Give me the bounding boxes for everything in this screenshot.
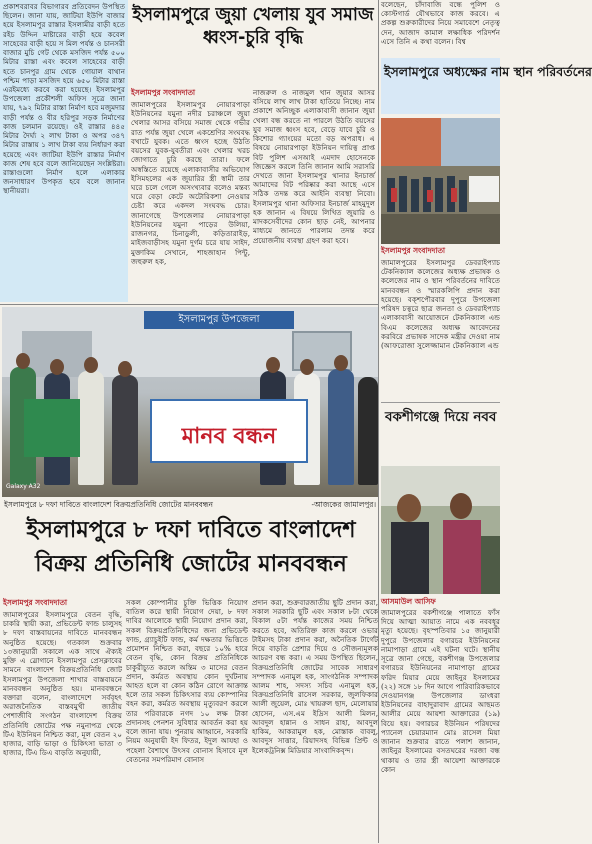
story3-body: জামালপুরের ইসলামপুর ডেবরাইপ্যাচ টেকনিক্যাল কলেজের অধ্যক্ষ প্রভাষক ও কলেজের নাম ও স্থান পরিবর্তনের দাবিতে মানববন্ধন ও স্মারকলিপি প্রদান করা হয়েছে। বক্শপৌরবার দুপুরে উপজেলা পরিষদ চত্বরে ছাত্র জনতা ও ডেবরাইপ্যাচ এলাকাবাসী আয়োজনে টেকনিক্যাল এন্ড বিএম কলেজের অধ্যক্ষ আবেদনের করবিরে প্রভাষক সাদেক মন্ত্রীর দেওয়া নাম (আফরোজা সুলেজ্জামান টেকনিক্যাল এন্ড xyxy=(381,258,500,350)
person-head xyxy=(16,353,30,369)
column-divider xyxy=(378,0,379,843)
photo-caption-text: ইসলামপুরে ৮ দফা দাবিতে বাংলাদেশ বিক্রয়প্রতিনিধি জোটের মানববন্ধন xyxy=(4,500,213,509)
person-head xyxy=(118,361,132,377)
story2-body-3: প্রদান করা, শুক্রবারজাতীয় ছুটি প্রদান করা, সকাল সরকারি ছুটি এবং সকাল ৮টা থেকে বিকাল ৫টা পর্যন্ত কাজের সময় নিশ্চিত করতে হবে, অতিরিক্ত কাজ করলে ওভার টাইমসহ টাকা প্রদান করা, অনৈতিক টার্গেট দিয়ে বাড়তি প্রেশার দিয়ে ও সৌজন্যমূলক আচরণ বন্ধ করা। এ সময় উপস্থিত ছিলেন, বিক্রয়প্রতিনিধি জোটের সাবেক সাধারণ সম্পাদক এনামুল হক, সাংগঠনিক সম্পাদক আলম শাহ, সদস্য সচিব এনামুল হক, বিক্রয়প্রতিনিধি রাসেল সরকার, জুলফিকার আলী জুয়েল, মোঃ খায়রুল ছাদ, মেলোয়ার হোসেন, এস.এম ইদ্রিস আলী মিলন, আবদুল হান্নান ও সাধন রাহা, আবদুল হাকিম, আকরামুল হক, মোস্তাক বাবলু, আবদুস সাত্তার, রিয়াদসহ বিভিন্ন প্রিন্ট ও ইলেকট্রনিক্স মিডিয়ার সাংবাদিকবৃন্দ। xyxy=(252,598,378,755)
person-head xyxy=(84,357,98,373)
story4-photo xyxy=(381,466,500,594)
top-left-text: প্রকাশবরাবর বিভাগারব প্রতিবেদন উপস্থিত ছিলেন। জানা যায়, জাটিয়া ইউপি বাজার হয়ে ইসলামপুর রাস্তার ইসলামীর বাড়ী হতে রইচ উদ্দিন মাষ্টারের বাড়ী হয়ে কবেল সাহেবের বাড়ী হয়ে স মিল পর্যন্ত ও চানসরী বাজার মুচি গেট থেকে মসজিদ পর্যন্ত ৫০০ মিটার রাস্তা এবং কবেল সাহেবের বাড়ী হতে চানপুর গ্রাম থেকে গোয়াল বাথান পশ্চিম পাড়া মসজিদ হয়ে ৬৫০ মিটার রাস্তা এরইমধ্যে করবে করা হয়েছে। ইসলামপুর উপজেলা প্রকৌশলী অফিস সূত্রে জানা যায়, ৭৯২ মিটার রাস্তা নির্মাণ হবে মজুমদার বাড়ী পর্যন্ত ও বীর হরিপুর সড়ক নির্মাণের কাজ চলমান রয়েছে। ওই রাস্তার ৪৪৫ মিটার দৈর্ঘ্য ২ লাখ টাকা ও অপর ৩৪৭ মিটার রাস্তায় ১ লাখ টাকা ব্যয় নির্ধারণ করা হয়েছে এবং জাটিয়া ইউপি রাস্তার নির্মাণ কাজ শেষ হবে বলে জানিয়েছেন সংশ্লিষ্টরা। রাস্তাগুলো নির্মাণ হলে এলাকার জনসাধারণ উপকৃত হবে বলে জানান স্থানীয়রা। xyxy=(3,2,125,196)
person xyxy=(112,375,138,485)
story3-headline: ইসলামপুরে অধ্যক্ষের নাম স্থান পরিবর্তনের xyxy=(381,58,500,114)
story4-byline: আসমাউল আসিফ xyxy=(381,597,436,606)
story1-headline: ইসলামপুরে জুয়া খেলায় যুব সমাজ ধ্বংস-চুরি বৃদ্ধি xyxy=(132,5,374,49)
person-head xyxy=(334,355,348,371)
story1-dateline: ইসলামপুর সংবাদদাতা xyxy=(131,88,196,97)
section-divider xyxy=(0,304,378,305)
person xyxy=(328,369,354,485)
main-photo xyxy=(2,307,378,497)
story1-body-1: জামালপুরের ইসলামপুর নোয়ারপাড়া ইউনিয়নের যমুনা নদীর চরাঞ্চলে জুয়া খেলার আসর বসিয়ে সমাজ থেকে গভীর রাত পর্যন্ত জুয়া খেলে একশ্রেণির সংঘবদ্ধ বখাটে যুবক। এতে ধ্বংস হচ্ছে উঠতি বয়সের যুবক-যুবতীরা এবং খেলার খরচ জোগাতে চুরি করছে তারা। ফলে অস্বস্তিতে রয়েছে এলাকাবাসীর অভিযোগ ইসিমহলের এক জুয়ারির স্ত্রী স্বামী তার ঘরে চলে গেলে অসংখ্যবার বলেও মন্তব্য ঘরে বেড়া কেটে অটোরিকশা নেওয়ার চেষ্টা করে একদল সংঘবদ্ধ চোর। জানাগেছে উপজেলার নোয়ারপাড়া ইউনিয়নের যমুনা পাড়ের উলিয়া, রাজনগর, চিনাডুলী, কড়িতারাইড়, মাইজবাড়ীসহ যমুনা দুর্গম চরে যায় সাইদ, মুক্তাকিম সেখানে, শাহজাহান পিন্টু, জহুরুল হক, xyxy=(131,100,250,266)
story3-photo xyxy=(381,118,500,244)
story1-column-1 xyxy=(131,88,250,304)
right-top-text: বলেছেন, চাঁদাবাজি বন্ধে পুলিশ ও কোস্টগার্ড যৌথভাবে কাজ করবে। এ প্রকল্প শুরুকারীদের নিয়ে সমাবেশে নেতৃত্ব দেন, আজাদ কামাল লক্ষাধিক পরিদর্শন এসে তিনি এ কথা বলেন। বিশ্ব xyxy=(381,0,500,46)
person-head xyxy=(50,359,64,375)
story2-column-1 xyxy=(3,598,122,843)
top-left-column xyxy=(0,0,128,302)
person xyxy=(358,377,378,485)
story1-body-2: নাজরুল ও নাজমুল খান জুয়ার আসর বসিয়ে লাখ লাখ টাকা হাতিয়ে নিচ্ছে। নাম প্রকাশে অনিচ্ছুক এলাকাবাসী জানান জুয়া খেলা বন্ধ করতে না পারলে উঠতি বয়সের যুব সমাজ ধ্বংস হবে, বেড়ে যাবে চুরি ও কিশোর গ্যাংয়ের মতো বড় অপরাধ। এ বিষয়ে নোয়ারপাড়া ইউনিয়ন দায়িত্ব প্রাপ্ত বিট পুলিশ এসআই এমদাদ হোসেনকে জিজ্ঞেস করলে তিনি জানান আমি সরাসরি দেখতে জানা ইসলামপুর থানার ইনচার্জ আমাদের বিট পরিষ্কার করা আছে এসে সঠিক তদন্ত করে আইনি ব্যবস্থা নিবো। ইসলামপুর থানা অফিসার ইনচার্জ মাহমুদুল হক জানান এ বিষয়ে লিখিত জুয়ারি ও মাদকসেবীদের কোন ছাড় নেই, আপনার মাধ্যমে জানতে পারলাম তদন্ত করে প্রয়োজনীয় ব্যবস্থা গ্রহণ করা হবে। xyxy=(253,88,375,245)
protest-banner: মানব বন্ধন xyxy=(150,399,308,463)
photo-credit: -আজকের জামালপুর। xyxy=(311,500,376,509)
story2-body-2: সকল কোম্পানীর চুক্তি ভিত্তিক নিয়োগ বাতিল করে স্থায়ী নিয়োগ দেয়া, ৮ দফা দাবির আলোকে স্থায়ী নিয়োগ প্রদান করা, সকল বিক্রয়প্রতিনিধিদের জন্য প্রভিডেন্ট ফান্ড, গ্র্যাচুইটি ফান্ড, কর্ম দক্ষতার ভিত্তিতে প্রমোশন নিশ্চিত করা, বছরে ১০% হারে বেতন বৃদ্ধি, কোন বিক্রয় প্রতিনিধিকে চাকুরীচ্যুত করলে অন্তিম ৩ মাসের বেতন প্রদান, কর্মরত অবস্থায় কোন দুর্ঘটনায় আহত হলে বা কোন কঠিন রোগে আক্রান্ত হলে তার সকল চিকিৎসার ব্যয় কোম্পানির বহন করা, কর্মরত অবস্থায় মৃত্যুবরণ করলে তার পরিবারকে নগদ ১০ লক্ষ টাকা প্রদানসহ পেনশন সুবিধার আবর্তন করা হয় বলে জানা যায়। পুনরায় আহ্বানে, সরকারি নিয়ম অনুযায়ী ইদ ফিতর, ইদুল আযহা ও পহেলা বৈশাখে উৎসব বোনাস হিসাবে মূল বেতনের সমপরিমাণ বোনাস xyxy=(126,598,248,764)
person-head xyxy=(266,357,280,373)
person xyxy=(78,371,104,485)
camera-watermark: Galaxy A32 xyxy=(6,483,41,490)
story3-column xyxy=(381,246,500,398)
building-sign: ইসলামপুর উপজেলা xyxy=(144,311,294,329)
story4-headline: বকশীগঞ্জে দিয়ে নবব xyxy=(381,402,500,464)
person-head xyxy=(300,359,314,375)
story2-dateline: ইসলামপুর সংবাদদাতা xyxy=(3,598,68,607)
story2-body-1: জামালপুরের ইসলামপুরে বেতন বৃদ্ধি, চাকরি স্থায়ী করা, প্রভিডেন্ট ফান্ড চালুসহ ৮ দফা বাস্তবায়নের দাবিতে মানববন্ধন অনুষ্ঠিত হয়েছে। গতকাল শুক্রবার ১৩জানুয়ারী সকালে এক সাথে ঐক্যই মুক্তি এ স্লোগানে ইসলামপুর প্রেসক্লাবের সামনে বাংলাদেশ বিক্রয়প্রতিনিধি জোট ইসলামপুর উপজেলা শাখার বাস্তবায়নে মানববন্ধন অনুষ্ঠিত হয়। মানববন্ধনে বক্তারা বলেন, বাংলাদেশে সর্ববৃহৎ অরাজনৈতিক বাস্তবমুখী জাতীয় পেশাজীবি সংগঠন বাংলাদেশ বিক্রয় প্রতিনিধি জোটের পক্ষ নমুনাপত্র থেকে টিএ ইউনিয়ন নিশ্চিত করা, মূল বেতন ২০ হাজার, বাড়ি ভাড়া ও চিকিৎসা ভাতা ৩ হাজার, টিএ ডিএ বাড়তি অনুযায়ী, xyxy=(3,610,122,758)
green-banner xyxy=(24,399,80,457)
story2-headline: ইসলামপুরে ৮ দফা দাবিতে বাংলাদেশ বিক্রয় প্রতিনিধি জোটের মানববন্ধন xyxy=(26,517,356,577)
photo-caption xyxy=(4,500,376,512)
story3-photo-image xyxy=(381,118,500,244)
story4-photo-image xyxy=(381,466,500,594)
story4-body: জামালপুরের বকশীগঞ্জে পালাতে ফাঁস দিয়ে আত্মা আয়াত নামে এক নববধূর মৃত্যু হয়েছে। বৃহস্পতিবার ১৫ জানুয়ারী দুপুরে উপজেলার বগারচর ইউনিয়নের নামাপাড়া গ্রামে এই ঘটনা ঘটে। স্থানীয় সূত্রে জানা গেছে, বকশীগঞ্জ উপজেলার বগারচর ইউনিয়নের নামাপাড়া গ্রামের ফরিদ মিয়ার মেয়ে জাইনুর ইসলামের (২২) সঙ্গে ১৮ দিন আগে পারিবারিকভাবে দেওয়ানগঞ্জ উপজেলার ডাংধরা ইউনিয়নের বাহাদুরাবাদ গ্রামের আছমত আলীর মেয়ে আয়শা আক্তারের (১৯) বিয়ে হয়। বগারচর ইউনিয়ন পরিষদের প্যানেল চেয়ারম্যান মোঃ রাসেল মিয়া জানান শুক্রবার রাতে পলাশ জানান, জাইনুর ইসলামের বসতঘরের দরজা বন্ধ থাকায় ও তার স্ত্রী আয়েশা আক্তারকে কোন xyxy=(381,608,500,774)
story3-dateline: ইসলামপুর সংবাদদাতা xyxy=(381,246,446,255)
